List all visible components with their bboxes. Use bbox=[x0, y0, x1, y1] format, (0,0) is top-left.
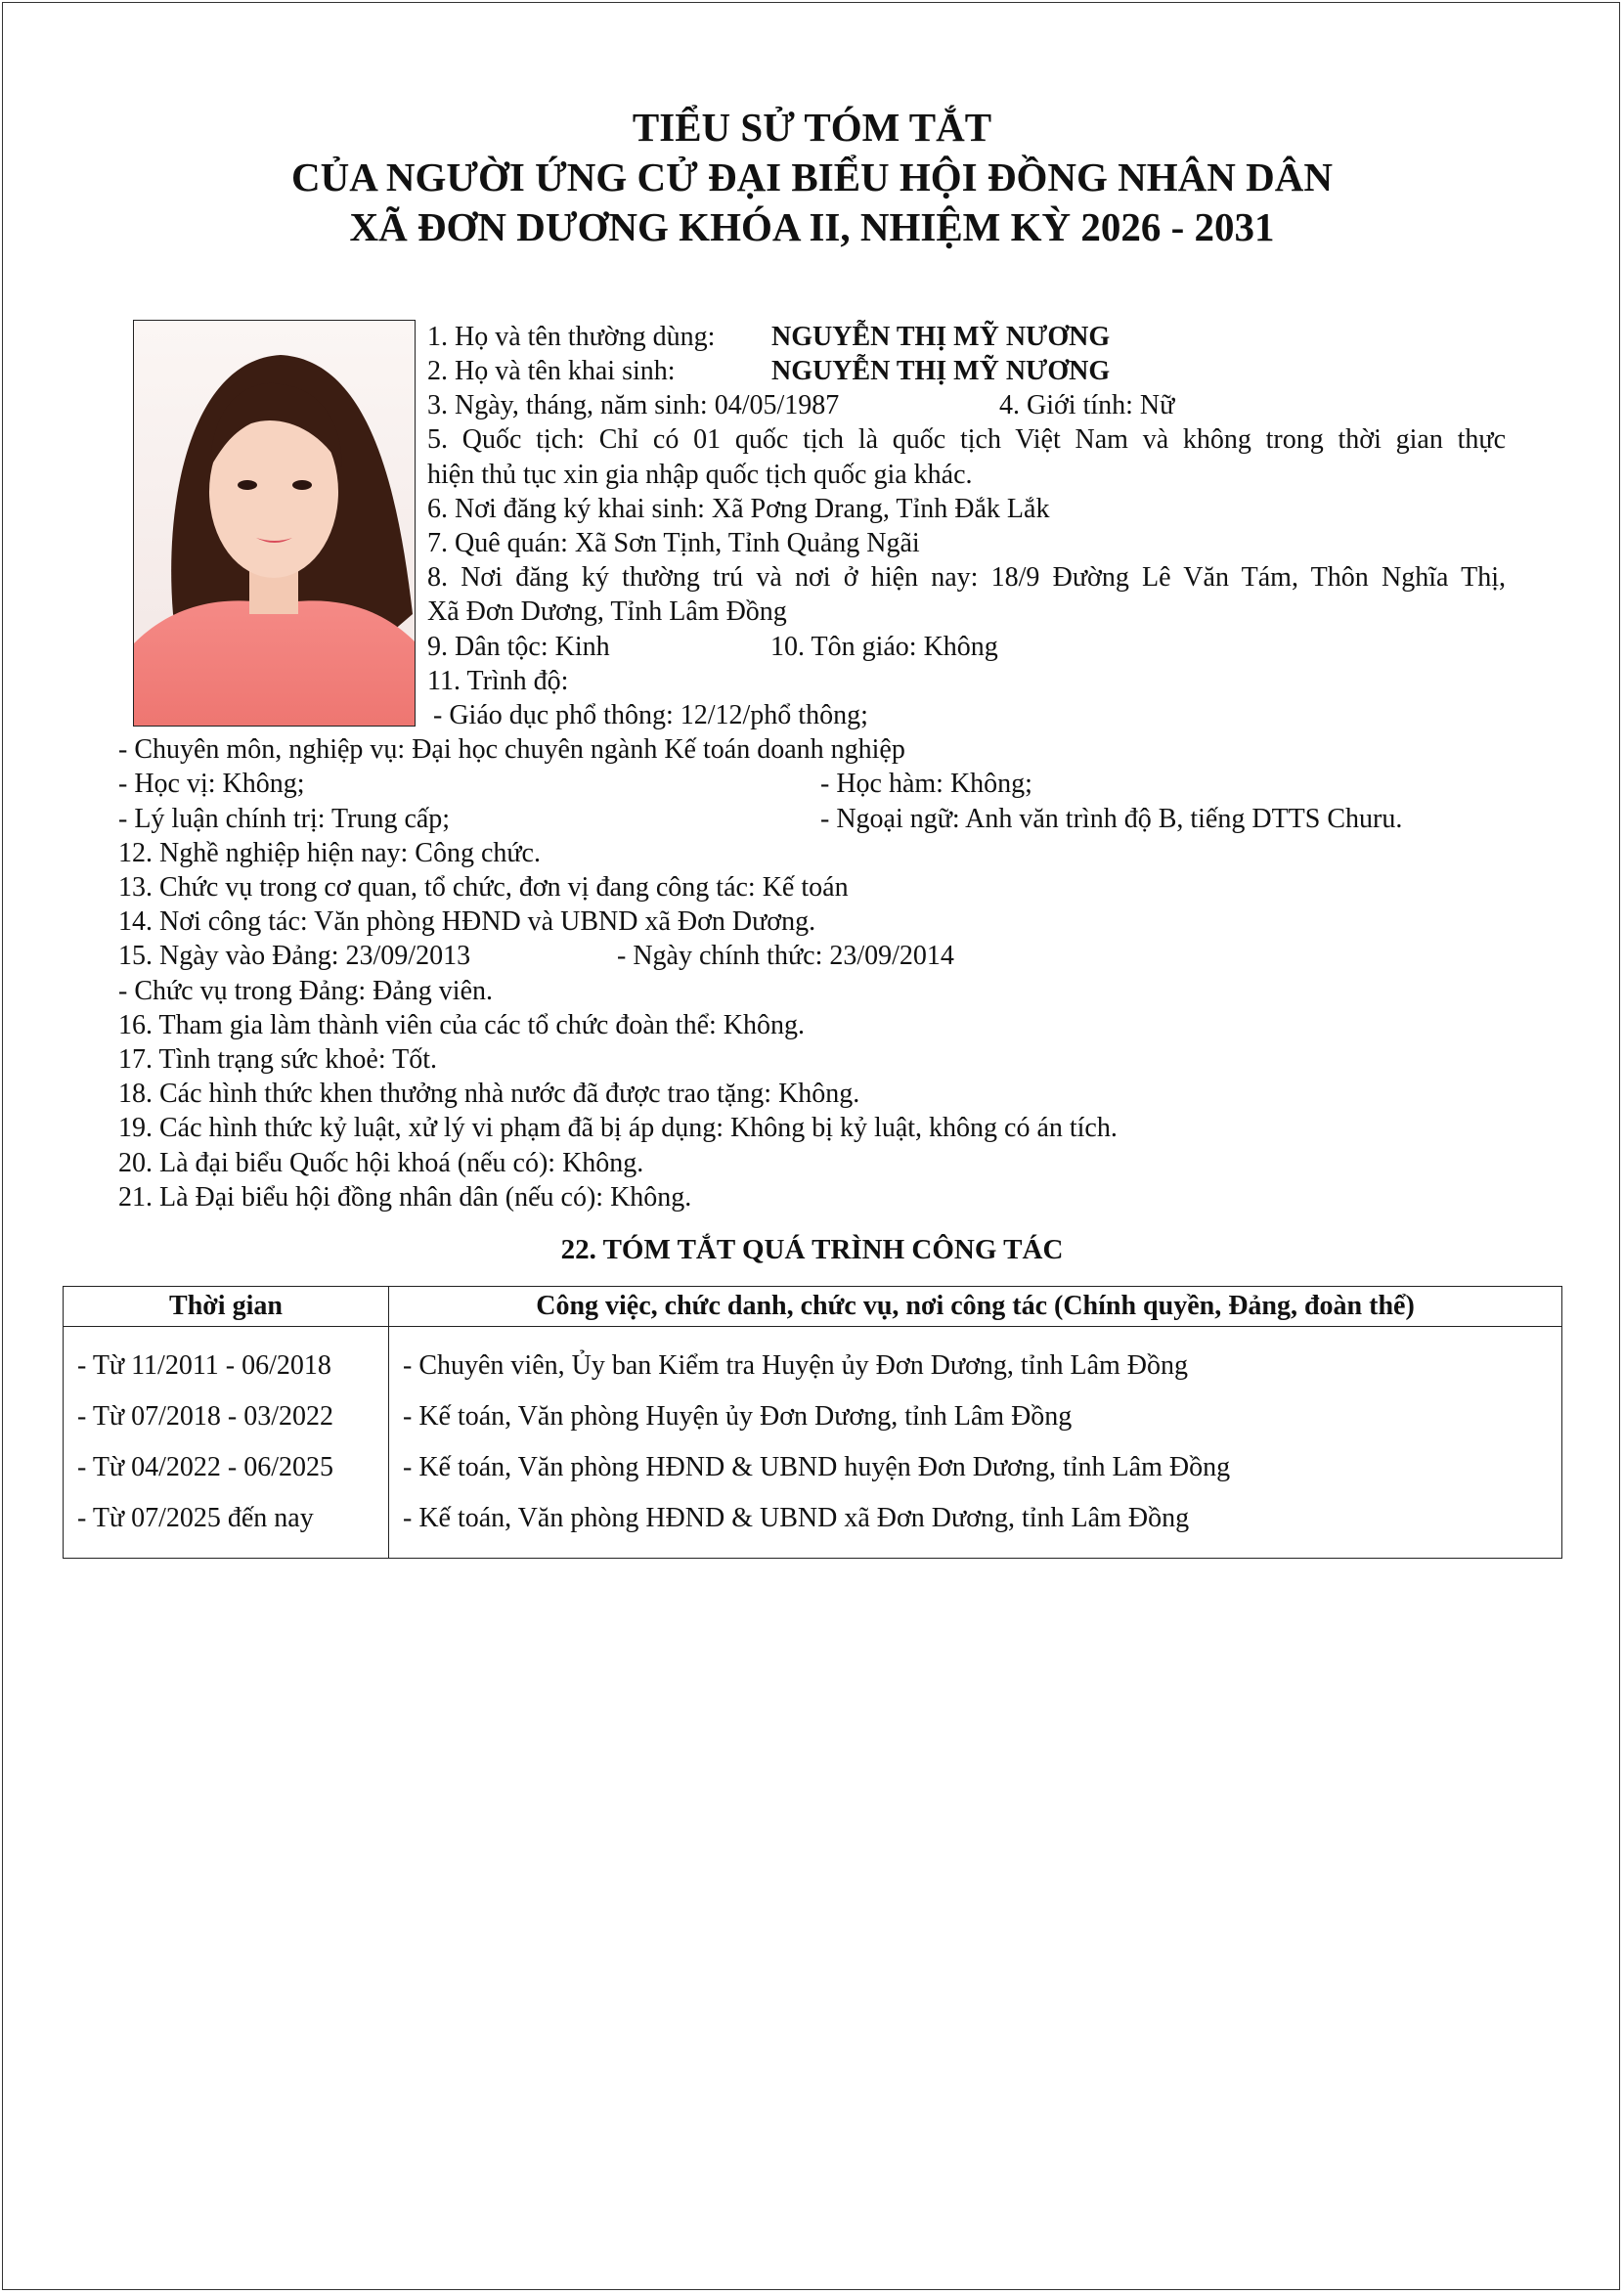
cell-position: - Chuyên viên, Ủy ban Kiểm tra Huyện ủy Đơn Dương, tỉnh Lâm Đồng bbox=[389, 1327, 1562, 1392]
field-religion: 10. Tôn giáo: Không bbox=[770, 632, 998, 662]
field-hometown: 7. Quê quán: Xã Sơn Tịnh, Tỉnh Quảng Ngãi bbox=[427, 528, 920, 558]
field-specialty: - Chuyên môn, nghiệp vụ: Đại học chuyên ngành Kế toán doanh nghiệp bbox=[118, 734, 905, 765]
cell-position: - Kế toán, Văn phòng Huyện ủy Đơn Dương, tỉnh Lâm Đồng bbox=[389, 1391, 1562, 1442]
cell-time: - Từ 07/2025 đến nay bbox=[64, 1493, 389, 1559]
field-national-assembly: 20. Là đại biểu Quốc hội khoá (nếu có): Không. bbox=[118, 1148, 644, 1178]
field-discipline: 19. Các hình thức kỷ luật, xử lý vi phạm đã bị áp dụng: Không bị kỷ luật, không có án tích. bbox=[118, 1113, 1118, 1143]
field-health: 17. Tình trạng sức khoẻ: Tốt. bbox=[118, 1044, 437, 1075]
field-awards: 18. Các hình thức khen thưởng nhà nước đã được trao tặng: Không. bbox=[118, 1079, 860, 1109]
field-common-name-label: 1. Họ và tên thường dùng: bbox=[427, 322, 716, 352]
field-occupation: 12. Nghề nghiệp hiện nay: Công chức. bbox=[118, 838, 541, 868]
field-residence-cont: Xã Đơn Dương, Tỉnh Lâm Đồng bbox=[427, 596, 787, 627]
work-history-heading: 22. TÓM TẮT QUÁ TRÌNH CÔNG TÁC bbox=[560, 1234, 1064, 1265]
work-history-table bbox=[63, 1286, 1562, 1559]
column-header-position: Công việc, chức danh, chức vụ, nơi công tác (Chính quyền, Đảng, đoàn thể) bbox=[389, 1287, 1562, 1327]
field-party-role: - Chức vụ trong Đảng: Đảng viên. bbox=[118, 976, 493, 1006]
field-common-name-value: NGUYỄN THỊ MỸ NƯƠNG bbox=[771, 322, 1111, 352]
field-party-official-date: - Ngày chính thức: 23/09/2014 bbox=[617, 941, 954, 971]
doc-subtitle-term: XÃ ĐƠN DƯƠNG KHÓA II, NHIỆM KỲ 2026 - 2031 bbox=[349, 204, 1275, 249]
field-position: 13. Chức vụ trong cơ quan, tổ chức, đơn vị đang công tác: Kế toán bbox=[118, 872, 849, 903]
field-political-theory: - Lý luận chính trị: Trung cấp; bbox=[118, 804, 451, 834]
field-dob: 3. Ngày, tháng, năm sinh: 04/05/1987 bbox=[427, 390, 840, 420]
field-general-education: - Giáo dục phổ thông: 12/12/phổ thông; bbox=[433, 700, 868, 730]
doc-title: TIỂU SỬ TÓM TẮT bbox=[632, 105, 992, 150]
cell-time: - Từ 04/2022 - 06/2025 bbox=[64, 1442, 389, 1493]
candidate-photo bbox=[133, 320, 416, 727]
field-education: 11. Trình độ: bbox=[427, 666, 569, 696]
table-row bbox=[64, 1493, 1562, 1559]
doc-subtitle: CỦA NGƯỜI ỨNG CỬ ĐẠI BIỂU HỘI ĐỒNG NHÂN DÂN bbox=[291, 154, 1333, 199]
field-gender: 4. Giới tính: Nữ bbox=[999, 390, 1175, 420]
field-birth-place: 6. Nơi đăng ký khai sinh: Xã Pơng Drang, Tỉnh Đắk Lắk bbox=[427, 494, 1050, 524]
cell-time: - Từ 07/2018 - 03/2022 bbox=[64, 1391, 389, 1442]
cell-position: - Kế toán, Văn phòng HĐND & UBND huyện Đơn Dương, tỉnh Lâm Đồng bbox=[389, 1442, 1562, 1493]
field-foreign-language: - Ngoại ngữ: Anh văn trình độ B, tiếng DTTS Churu. bbox=[820, 804, 1403, 834]
field-birth-name-label: 2. Họ và tên khai sinh: bbox=[427, 356, 676, 386]
field-peoples-council: 21. Là Đại biểu hội đồng nhân dân (nếu có): Không. bbox=[118, 1182, 692, 1213]
table-row bbox=[64, 1391, 1562, 1442]
field-academic-title: - Học hàm: Không; bbox=[820, 769, 1032, 799]
table-header-row bbox=[64, 1287, 1562, 1327]
field-organizations: 16. Tham gia làm thành viên của các tổ chức đoàn thể: Không. bbox=[118, 1010, 805, 1040]
field-residence: 8. Nơi đăng ký thường trú và nơi ở hiện nay: 18/9 Đường Lê Văn Tám, Thôn Nghĩa Thị, bbox=[427, 562, 1506, 593]
table-row bbox=[64, 1327, 1562, 1392]
field-degree: - Học vị: Không; bbox=[118, 769, 305, 799]
cell-position: - Kế toán, Văn phòng HĐND & UBND xã Đơn Dương, tỉnh Lâm Đồng bbox=[389, 1493, 1562, 1559]
field-birth-name-value: NGUYỄN THỊ MỸ NƯƠNG bbox=[771, 356, 1111, 386]
table-row bbox=[64, 1442, 1562, 1493]
field-workplace: 14. Nơi công tác: Văn phòng HĐND và UBND xã Đơn Dương. bbox=[118, 906, 816, 937]
field-party-join-date: 15. Ngày vào Đảng: 23/09/2013 bbox=[118, 941, 471, 971]
field-nationality: 5. Quốc tịch: Chỉ có 01 quốc tịch là quốc tịch Việt Nam và không trong thời gian thực bbox=[427, 424, 1506, 455]
field-nationality-cont: hiện thủ tục xin gia nhập quốc tịch quốc gia khác. bbox=[427, 460, 973, 490]
field-ethnicity: 9. Dân tộc: Kinh bbox=[427, 632, 610, 662]
column-header-time: Thời gian bbox=[64, 1287, 389, 1327]
cell-time: - Từ 11/2011 - 06/2018 bbox=[64, 1327, 389, 1392]
